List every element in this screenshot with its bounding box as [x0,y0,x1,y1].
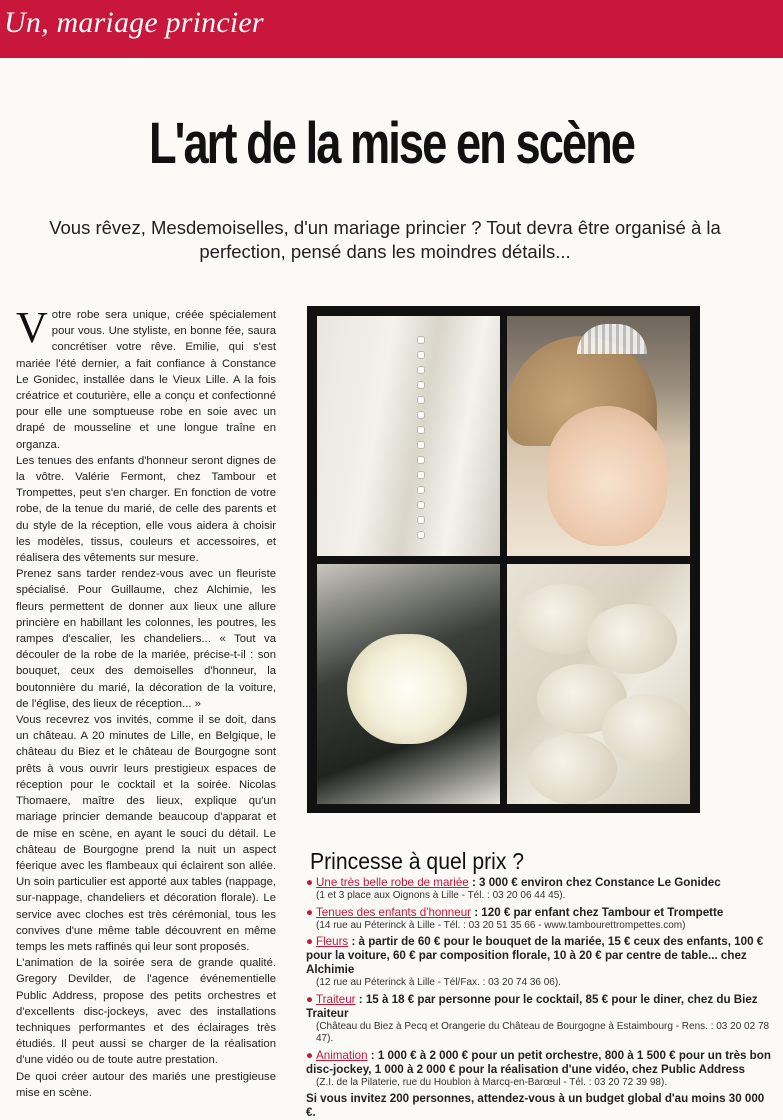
price-list [306,876,776,1120]
body-paragraph: Prenez sans tarder rendez-vous avec un fleuriste spécialisé. Pour Guillaume, chez Alchimie, les fleurs permettent de donner aux lieux une allure princière en habillant les colonnes, les poutres, les rampes d'escalier, les chandeliers... « Tout va découler de la robe de la mariée, précise-t-il : son bouquet, ceux des demoiselles d'honneur, la boutonnière du marié, la décoration de la voiture, de l'église, des lieux de réception... » [16,568,276,710]
bride-face [547,406,667,546]
price-item: ● Tenues des enfants d'honneur : 120 € par enfant chez Tambour et Trompette (14 rue au Péterinck à Lille - Tél. : 03 20 51 35 66 - www.tambourettrompettes.com) [306,905,724,931]
bullet-icon: ● [306,876,314,889]
dress-buttons [417,336,423,536]
article-headline: L'art de la mise en scène [148,111,635,176]
budget-summary: Si vous invitez 200 personnes, attendez-vous à un budget global d'au moins 30 000 €. [306,1092,765,1119]
bullet-icon: ● [306,935,314,948]
body-paragraph: De quoi créer autour des mariés une prestigieuse mise en scène. [16,1070,276,1099]
rose-bouquet [347,634,467,744]
drop-cap: V [16,303,48,352]
photo-grid [307,306,700,813]
section-banner [0,0,783,58]
body-paragraph: Vous recevrez vos invités, comme il se doit, dans un château. A 20 minutes de Lille, en Belgique, le château du Biez et le château de Bourgogne sont prêts à vous ouvrir leurs prestigieux espaces de réception pour le cocktail et la soirée. Nicolas Thomaere, maître des lieux, explique qu'un mariage princier demande beaucoup d'apparat et de mise en scène, en ayant le souci du détail. Le château de Bourgogne prend la nuit un aspect féerique avec les flambeaux qui éclairent son allée. Un soin particulier est apporté aux tables (nappage, sur-nappage, chandeliers et décoration florale). Le service avec cloches est très cérémonial, tous les convives d'une même table découvrent en même temps les mets raffinés qui leur sont proposés. [16,714,276,953]
price-item: ● Animation : 1 000 € à 2 000 € pour un petit orchestre, 800 à 1 500 € pour un très bon disc-jockey, 1 000 à 2 000 € pour la réalisation d'une vidéo, chez Public Address (Z.I. de la Pilaterie, rue du Houblon à Marcq-en-Barœul - Tél. : 03 20 72 39 98). [306,1048,771,1088]
price-box-title: Princesse à quel prix ? [310,848,525,874]
price-item: ● Traiteur : 15 à 18 € par personne pour le cocktail, 85 € pour le diner, chez du Biez Traiteur (Château du Biez à Pecq et Orangerie du Château de Bourgogne à Estaimbourg - Rens. : 03 20 02 78 47). [306,992,770,1044]
bullet-icon: ● [306,992,314,1006]
body-paragraph: Les tenues des enfants d'honneur seront dignes de la vôtre. Valérie Fermont, chez Tambour et Trompettes, peut s'en charger. En fonction de votre robe, de la tenue du marié, de celle des parents et du style de la réception, elle vous aidera à choisir les modèles, tissus, couleurs et accessoires, et réalisera des vêtements sur mesure. [16,454,276,565]
bullet-icon: ● [306,1048,314,1062]
article-lead: Vous rêvez, Mesdemoiselles, d'un mariage princier ? Tout devra être organisé à la perfection, pensé dans les moindres détails... [49,217,721,262]
price-item: ● Une très belle robe de mariée : 3 000 € environ chez Constance Le Gonidec (1 et 3 place aux Oignons à Lille - Tél. : 03 20 06 44 45). [306,876,721,901]
tiara-icon [577,324,647,354]
photo-dress-ruffles [507,564,690,804]
body-paragraph: L'animation de la soirée sera de grande qualité. Gregory Devilder, de l'agence événementielle Public Address, propose des petits orchestres et d'excellents disc-jockeys, avec des installations techniques performantes et des éclairages très étudiés. Il peut aussi se charger de la réalisation d'une vidéo ou de toute autre prestation. [16,957,276,1067]
article-body [16,303,276,1101]
section-title: Un, mariage princier [4,6,264,39]
photo-dress-back [317,316,500,556]
body-paragraph: Votre robe sera unique, créée spécialement pour vous. Une styliste, en bonne fée, saura concrétiser votre rêve. Emilie, qui s'est mariée l'été dernier, a fait confiance à Constance Le Gonidec, installée dans le Vieux Lille. A la fois créatrice et couturière, elle a conçu et confectionné pour elle une somptueuse robe en soie avec un drapé de mousseline et une longue traîne en organza. [16,303,276,451]
price-item: ● Fleurs : à partir de 60 € pour le bouquet de la mariée, 15 € ceux des enfants, 100 € pour la voiture, 60 € par composition florale, 10 à 20 € par centre de table... chez Alchimie (12 rue au Péterinck à Lille - Tél/Fax. : 03 20 74 36 06). [306,935,764,988]
photo-bouquet [317,564,500,804]
photo-bride-portrait [507,316,690,556]
bullet-icon: ● [306,905,314,919]
